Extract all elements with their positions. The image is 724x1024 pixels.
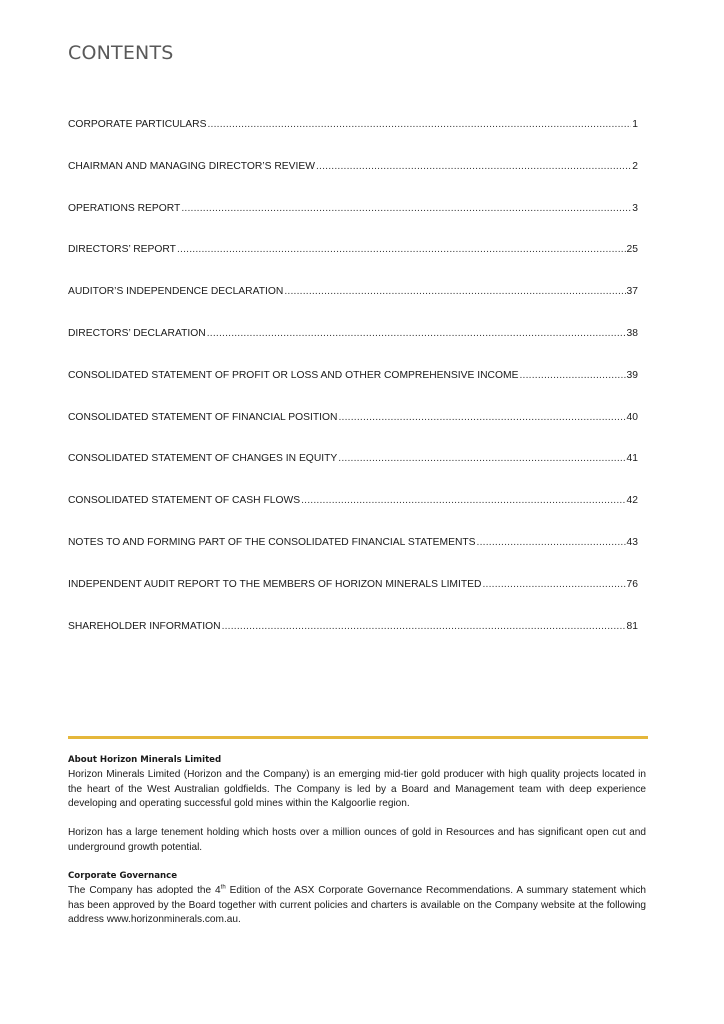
toc-entry[interactable]: [68, 161, 638, 203]
governance-text-after: Edition of the ASX Corporate Governance Recommendations. A summary statement which has been approved by the Board together with current policies and charters is available on the Company website at the following address www.horizonminerals.com.au.: [68, 885, 646, 926]
dot-leader: [482, 579, 625, 590]
toc-entry-page: 42: [626, 495, 638, 507]
toc-entry-title: DIRECTORS’ REPORT: [68, 244, 176, 256]
toc-entry-title: CONSOLIDATED STATEMENT OF CHANGES IN EQUITY: [68, 453, 338, 465]
toc-entry[interactable]: [68, 453, 638, 495]
dot-leader: [477, 537, 626, 548]
about-heading: About Horizon Minerals Limited: [68, 755, 222, 765]
about-paragraph-2: Horizon has a large tenement holding which hosts over a million ounces of gold in Resources and has significant open cut and underground growth potential.: [68, 827, 646, 853]
toc-entry-title: NOTES TO AND FORMING PART OF THE CONSOLIDATED FINANCIAL STATEMENTS: [68, 536, 476, 548]
toc-entry-title: SHAREHOLDER INFORMATION: [68, 620, 221, 632]
dot-leader: [519, 370, 625, 381]
toc-entry[interactable]: [68, 328, 638, 370]
toc-entry-page: 38: [626, 327, 638, 339]
toc-entry[interactable]: [68, 579, 638, 621]
toc-entry-page: 1: [632, 119, 638, 130]
toc-entry-title: CONSOLIDATED STATEMENT OF FINANCIAL POSITION: [68, 411, 338, 423]
dot-leader: [207, 119, 631, 130]
about-paragraph-1: Horizon Minerals Limited (Horizon and the Company) is an emerging mid-tier gold producer with high quality projects located in the heart of the West Australian goldfields. The Company is led by a Board and Management team with deep experience developing and operating successful gold mines within the Kalgoorlie region.: [68, 769, 646, 810]
toc-entry-page: 39: [626, 369, 638, 381]
toc-entry-page: 41: [626, 453, 638, 465]
toc-entry-page: 2: [632, 160, 638, 172]
section-divider: [68, 736, 648, 739]
about-section: [68, 755, 646, 856]
toc-entry-page: 25: [626, 244, 638, 256]
toc-entry[interactable]: [68, 370, 638, 412]
toc-entry-page: 43: [626, 536, 638, 548]
toc-entry[interactable]: [68, 621, 638, 663]
toc-entry[interactable]: [68, 286, 638, 328]
dot-leader: [177, 244, 626, 255]
toc-entry-page: 3: [632, 202, 638, 214]
governance-section: [68, 871, 646, 928]
governance-text-before: The Company has adopted the 4: [68, 885, 221, 896]
toc-entry-title: AUDITOR’S INDEPENDENCE DECLARATION: [68, 286, 284, 298]
dot-leader: [181, 203, 631, 214]
page-title: CONTENTS: [68, 42, 174, 64]
toc-entry-page: 81: [626, 620, 638, 632]
toc-entry-title: DIRECTORS’ DECLARATION: [68, 327, 206, 339]
governance-superscript: th: [220, 884, 226, 891]
governance-heading: Corporate Governance: [68, 871, 178, 881]
toc-entry-title: CONSOLIDATED STATEMENT OF CASH FLOWS: [68, 495, 301, 507]
governance-paragraph: [68, 884, 646, 928]
toc-entry[interactable]: [68, 495, 638, 537]
dot-leader: [338, 412, 625, 423]
dot-leader: [338, 453, 625, 464]
dot-leader: [301, 495, 625, 506]
toc-entry[interactable]: [68, 244, 638, 286]
toc-entry-page: 37: [626, 286, 638, 298]
toc-entry[interactable]: [68, 537, 638, 579]
toc-entry-title: CONSOLIDATED STATEMENT OF PROFIT OR LOSS AND OTHER COMPREHENSIVE INCOME: [68, 369, 519, 381]
table-of-contents: [68, 119, 638, 662]
dot-leader: [222, 621, 626, 632]
toc-entry-title: OPERATIONS REPORT: [68, 202, 181, 214]
dot-leader: [316, 161, 631, 172]
toc-entry-page: 40: [626, 411, 638, 423]
toc-entry[interactable]: [68, 203, 638, 245]
toc-entry[interactable]: [68, 119, 638, 161]
dot-leader: [207, 328, 626, 339]
dot-leader: [284, 286, 625, 297]
toc-entry-title: INDEPENDENT AUDIT REPORT TO THE MEMBERS OF HORIZON MINERALS LIMITED: [68, 578, 482, 590]
toc-entry-title: CORPORATE PARTICULARS: [68, 119, 207, 130]
toc-entry-page: 76: [626, 578, 638, 590]
toc-entry[interactable]: [68, 412, 638, 454]
toc-entry-title: CHAIRMAN AND MANAGING DIRECTOR’S REVIEW: [68, 160, 315, 172]
